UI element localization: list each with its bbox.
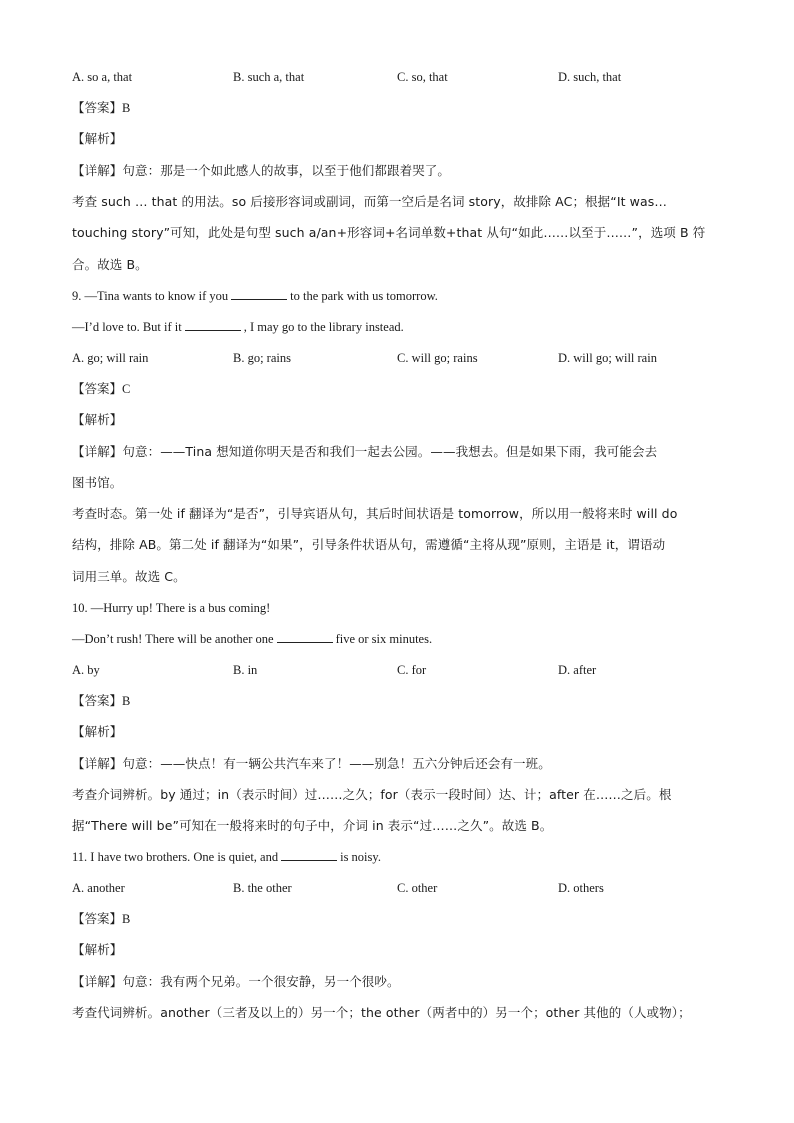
answer-label: 【答案】 — [72, 381, 123, 396]
q8-explain-3: 合。故选 B。 — [72, 257, 148, 272]
q9-option-a: A. go; will rain — [72, 351, 149, 365]
q11-explain-1: 考查代词辨析。another（三者及以上的）另一个；the other（两者中的）另一个；other 其他的（人或物）； — [72, 1005, 691, 1020]
q9-stem-2b: , I may go to the library instead. — [243, 320, 404, 334]
q8-analysis-label: 【解析】 — [72, 131, 123, 146]
q9-option-c: C. will go; rains — [397, 351, 478, 365]
answer-blank — [185, 319, 241, 331]
detail-label: 【详解】 — [72, 756, 123, 771]
q9-stem-1 — [72, 288, 722, 304]
q11-option-b: B. the other — [233, 881, 292, 895]
q8-detail-line — [72, 163, 722, 179]
answer-blank — [277, 631, 333, 643]
q10-stem-1: 10. —Hurry up! There is a bus coming! — [72, 601, 271, 615]
q9-stem-1a: 9. —Tina wants to know if you — [72, 289, 229, 303]
q8-answer: B — [122, 101, 131, 115]
q10-answer-line — [72, 693, 722, 709]
answer-label: 【答案】 — [72, 100, 123, 115]
q11-option-d: D. others — [558, 881, 604, 895]
q9-analysis-label: 【解析】 — [72, 412, 123, 427]
q11-analysis-label: 【解析】 — [72, 942, 123, 957]
q10-analysis-label: 【解析】 — [72, 724, 123, 739]
q11-stem-b: is noisy. — [340, 850, 381, 864]
q11-stem-a: 11. I have two brothers. One is quiet, and — [72, 850, 279, 864]
q9-detail-line-2: 图书馆。 — [72, 475, 123, 490]
q8-option-a: A. so a, that — [72, 70, 133, 84]
q8-option-d: D. such, that — [558, 70, 622, 84]
q8-answer-line — [72, 100, 722, 116]
detail-label: 【详解】 — [72, 974, 123, 989]
q11-detail: 句意：我有两个兄弟。一个很安静，另一个很吵。 — [122, 974, 400, 989]
q10-detail-line — [72, 756, 722, 772]
q10-option-d: D. after — [558, 663, 597, 677]
q8-option-b: B. such a, that — [233, 70, 305, 84]
q11-stem — [72, 849, 722, 865]
q9-explain-3: 词用三单。故选 C。 — [72, 569, 186, 584]
detail-label: 【详解】 — [72, 444, 123, 459]
q11-detail-line — [72, 974, 722, 990]
q9-stem-1b: to the park with us tomorrow. — [290, 289, 438, 303]
answer-label: 【答案】 — [72, 911, 123, 926]
q11-option-a: A. another — [72, 881, 125, 895]
q9-stem-2 — [72, 319, 722, 335]
q10-detail: 句意：——快点！有一辆公共汽车来了！——别急！五六分钟后还会有一班。 — [122, 756, 551, 771]
q11-answer: B — [122, 912, 131, 926]
q8-explain-1: 考查 such … that 的用法。so 后接形容词或副词，而第一空后是名词 story，故排除 AC；根据“It was… — [72, 194, 667, 209]
q9-option-b: B. go; rains — [233, 351, 291, 365]
q11-option-c: C. other — [397, 881, 438, 895]
q11-answer-line — [72, 911, 722, 927]
q8-detail: 句意：那是一个如此感人的故事，以至于他们都跟着哭了。 — [122, 163, 451, 178]
detail-label: 【详解】 — [72, 163, 123, 178]
q9-stem-2a: —I’d love to. But if it — [72, 320, 182, 334]
q10-stem-2 — [72, 631, 722, 647]
q9-detail-1: 句意：——Tina 想知道你明天是否和我们一起去公园。——我想去。但是如果下雨，我可能会去 — [122, 444, 658, 459]
q9-answer-line — [72, 381, 722, 397]
q10-stem-2a: —Don’t rush! There will be another one — [72, 632, 274, 646]
q10-answer: B — [122, 694, 131, 708]
q10-stem-2b: five or six minutes. — [335, 632, 433, 646]
q9-explain-1: 考查时态。第一处 if 翻译为“是否”，引导宾语从句，其后时间状语是 tomorrow，所以用一般将来时 will do — [72, 506, 678, 521]
q10-option-b: B. in — [233, 663, 258, 677]
q10-explain-2: 据“There will be”可知在一般将来时的句子中，介词 in 表示“过……之久”。故选 B。 — [72, 818, 553, 833]
q10-explain-1: 考查介词辨析。by 通过；in（表示时间）过……之久；for（表示一段时间）达、计；after 在……之后。根 — [72, 787, 672, 802]
q10-option-c: C. for — [397, 663, 427, 677]
q10-option-a: A. by — [72, 663, 100, 677]
q9-detail-line-1 — [72, 444, 722, 460]
q9-option-d: D. will go; will rain — [558, 351, 657, 365]
q8-option-c: C. so, that — [397, 70, 448, 84]
q8-explain-2: touching story”可知，此处是句型 such a/an+形容词+名词单数+that 从句“如此……以至于……”，选项 B 符 — [72, 225, 706, 240]
q9-explain-2: 结构，排除 AB。第二处 if 翻译为“如果”，引导条件状语从句，需遵循“主将从现”原则，主语是 it，谓语动 — [72, 537, 666, 552]
answer-blank — [281, 849, 337, 861]
answer-blank — [231, 288, 287, 300]
answer-label: 【答案】 — [72, 693, 123, 708]
q9-answer: C — [122, 382, 131, 396]
